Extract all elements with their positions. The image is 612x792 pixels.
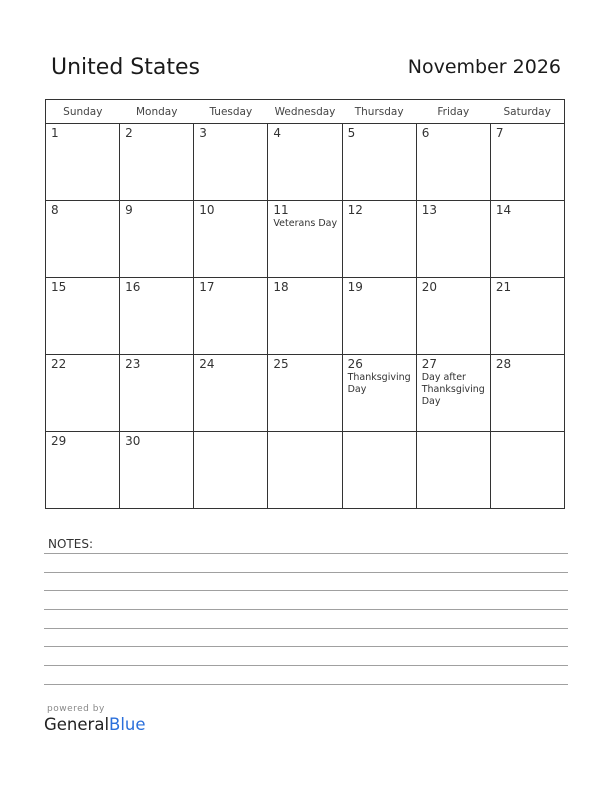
holiday-label: Veterans Day [273,218,338,229]
day-number: 15 [51,280,67,294]
day-cell [342,432,416,509]
calendar-grid [45,99,565,509]
day-number: 17 [199,280,215,294]
day-number: 22 [51,357,67,371]
weekday-thursday: Thursday [342,100,416,124]
week-row [46,201,565,278]
logo-blue: Blue [109,715,146,734]
notes-label: NOTES: [48,537,93,551]
day-number: 10 [199,203,215,217]
day-number: 13 [421,203,437,217]
week-row [46,278,565,355]
month-year-title: November 2026 [407,56,561,78]
day-number: 4 [273,126,282,140]
week-row [46,355,565,432]
day-number: 2 [125,126,133,140]
day-cell [490,432,564,509]
day-cell [194,278,268,355]
day-number: 29 [51,434,67,448]
weekday-saturday: Saturday [490,100,564,124]
day-number: 30 [125,434,141,448]
note-line [44,572,568,573]
day-cell [490,124,564,201]
weekday-monday: Monday [120,100,194,124]
note-line [44,628,568,629]
day-number: 27 [421,357,437,371]
holiday-label: Day after Thanksgiving Day [421,372,485,407]
day-cell [416,124,490,201]
day-cell [194,201,268,278]
calendar-body [46,124,565,509]
day-cell [46,355,120,432]
day-number: 9 [125,203,133,217]
day-cell [416,278,490,355]
holiday-label: Thanksgiving Day [347,372,411,395]
day-number: 20 [421,280,437,294]
day-cell [490,278,564,355]
note-line [44,646,568,647]
day-number: 14 [495,203,512,217]
day-cell [46,432,120,509]
day-number: 26 [347,357,363,371]
day-cell [490,355,564,432]
day-cell [416,201,490,278]
week-row [46,432,565,509]
note-line [44,590,568,591]
day-number: 18 [273,280,289,294]
day-number: 8 [51,203,59,217]
powered-by-text: powered by [47,704,105,714]
day-number: 7 [495,126,504,140]
day-cell [268,124,342,201]
day-number: 1 [51,126,59,140]
weekday-header-row [46,100,565,124]
day-cell [342,278,416,355]
day-cell [120,278,194,355]
generalblue-logo [44,715,146,734]
day-cell [120,355,194,432]
day-number: 23 [125,357,141,371]
day-cell [268,201,342,278]
day-number: 24 [199,357,215,371]
weekday-friday: Friday [416,100,490,124]
day-number: 3 [199,126,207,140]
day-number: 11 [273,203,289,217]
day-cell [194,355,268,432]
day-cell [416,432,490,509]
day-cell [194,124,268,201]
day-number: 25 [273,357,289,371]
day-number: 6 [421,126,430,140]
day-number: 19 [347,280,363,294]
note-line [44,553,568,554]
day-cell [490,201,564,278]
note-line [44,684,568,685]
day-cell [46,124,120,201]
weekday-sunday: Sunday [46,100,120,124]
day-cell [416,355,490,432]
day-number: 21 [495,280,512,294]
day-cell [194,432,268,509]
day-cell [46,278,120,355]
day-cell [342,124,416,201]
logo-general: General [44,715,110,734]
day-number: 16 [125,280,141,294]
note-line [44,665,568,666]
weekday-wednesday: Wednesday [268,100,342,124]
brand-footer [44,704,146,734]
day-number: 12 [347,203,363,217]
day-cell [268,432,342,509]
day-number: 28 [495,357,512,371]
week-row [46,124,565,201]
day-cell [120,201,194,278]
day-cell [268,278,342,355]
day-cell [342,201,416,278]
day-cell [120,432,194,509]
day-cell [268,355,342,432]
note-line [44,609,568,610]
day-cell [46,201,120,278]
weekday-tuesday: Tuesday [194,100,268,124]
country-title: United States [51,55,200,80]
day-number: 5 [347,126,356,140]
day-cell [120,124,194,201]
day-cell [342,355,416,432]
